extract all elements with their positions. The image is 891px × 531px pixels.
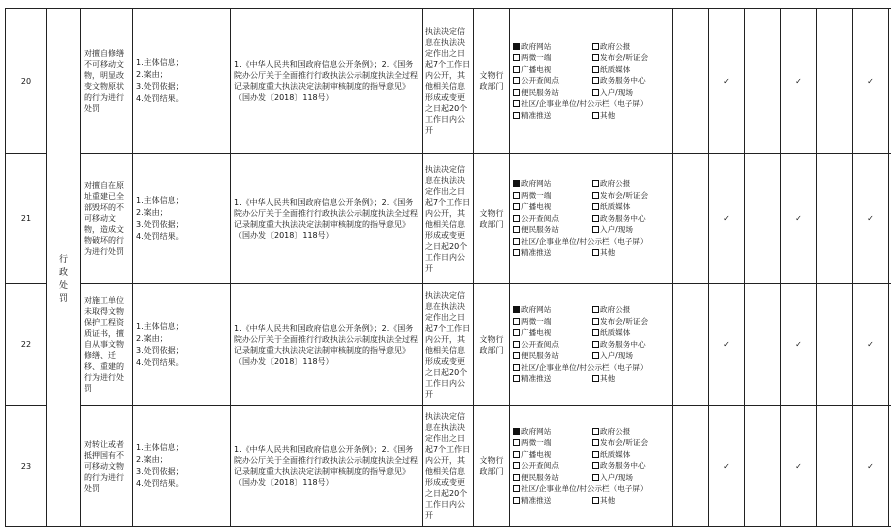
empty-cell [673, 154, 709, 284]
channel-label: 发布会/听证会 [600, 316, 649, 326]
channel-item [592, 178, 669, 190]
checkbox-icon [513, 329, 520, 336]
channel-label: 社区/企事业单位/村公示栏（电子屏） [521, 236, 648, 246]
channel-item [513, 350, 590, 362]
channel-label: 政府公报 [600, 426, 631, 436]
content-line: 2.案由； [136, 333, 168, 343]
disclosure-basis: 1.《中华人民共和国政府信息公开条例》；2.《国务院办公厅关于全面推行行政执法公示制度执法全过程记录制度重大执法决定法制审核制度的指导意见》（国办发〔2018〕118号） [231, 406, 423, 527]
empty-cell [745, 154, 781, 284]
item-name: 对擅自在原址重建已全部毁坏的不可移动文物，造成文物破坏的行为进行处罚 [81, 154, 133, 284]
disclosure-timeframe: 执法决定信息在执法决定作出之日起7个工作日内公开，其他相关信息形成或变更之日起20个工作日内公开 [423, 406, 474, 527]
channel-label: 其他 [600, 110, 616, 120]
channel-label: 政府网站 [521, 179, 552, 189]
checkbox-icon [513, 89, 520, 96]
channel-label: 政府网站 [521, 426, 552, 436]
channel-item [592, 426, 669, 438]
disclosure-timeframe: 执法决定信息在执法决定作出之日起7个工作日内公开，其他相关信息形成或变更之日起20个工作日内公开 [423, 284, 474, 406]
channel-item [592, 41, 669, 53]
channel-item [592, 213, 669, 225]
checkbox-icon [513, 203, 520, 210]
checkbox-icon [592, 462, 599, 469]
channel-item [513, 178, 590, 190]
row-number: 21 [6, 154, 47, 284]
checkbox-icon [592, 226, 599, 233]
check-mark-icon: ✓ [781, 154, 817, 284]
checkbox-icon [592, 428, 599, 435]
table-row [6, 9, 891, 154]
channel-label: 公开查阅点 [521, 213, 559, 223]
channel-item [592, 304, 669, 316]
check-mark-icon: ✓ [781, 284, 817, 406]
channel-item [592, 52, 669, 64]
channel-grid [513, 426, 669, 507]
check-mark-icon: ✓ [781, 9, 817, 154]
channel-label: 入户/现场 [600, 472, 633, 482]
channel-label: 政务服务中心 [600, 339, 646, 349]
table-row [6, 284, 891, 406]
channel-item [592, 373, 669, 385]
checkbox-icon [592, 43, 599, 50]
channel-label: 社区/企事业单位/村公示栏（电子屏） [521, 362, 648, 372]
empty-cell [673, 406, 709, 527]
checkbox-icon [513, 54, 520, 61]
channel-label: 发布会/听证会 [600, 190, 649, 200]
channel-item [592, 190, 669, 202]
channel-label: 便民服务站 [521, 225, 559, 235]
check-mark-icon: ✓ [709, 406, 745, 527]
channel-label: 政府网站 [521, 41, 552, 51]
channel-item [513, 190, 590, 202]
channel-label: 社区/企事业单位/村公示栏（电子屏） [521, 99, 648, 109]
content-line: 3.处罚依据； [136, 345, 184, 355]
channel-label: 纸质媒体 [600, 328, 631, 338]
check-mark-icon: ✓ [853, 406, 889, 527]
channel-item [592, 460, 669, 472]
item-name: 对施工单位未取得文物保护工程资质证书，擅自从事文物修缮、迁移、重建的行为进行处罚 [81, 284, 133, 406]
disclosure-channels [510, 154, 673, 284]
row-number: 23 [6, 406, 47, 527]
channel-label: 其他 [600, 374, 616, 384]
content-line: 4.处罚结果。 [136, 231, 184, 241]
channel-grid [513, 41, 669, 122]
empty-cell [817, 154, 853, 284]
disclosure-timeframe: 执法决定信息在执法决定作出之日起7个工作日内公开，其他相关信息形成或变更之日起20个工作日内公开 [423, 9, 474, 154]
channel-item [592, 449, 669, 461]
disclosure-content [133, 154, 231, 284]
checkbox-icon [513, 66, 520, 73]
checkbox-icon [513, 485, 520, 492]
check-mark-icon: ✓ [781, 406, 817, 527]
channel-item [513, 339, 590, 351]
checkbox-icon [592, 474, 599, 481]
checkbox-icon [513, 238, 520, 245]
checkbox-icon [513, 462, 520, 469]
channel-item [513, 247, 590, 259]
channel-label: 发布会/听证会 [600, 53, 649, 63]
checkbox-icon [513, 439, 520, 446]
channel-label: 精准推送 [521, 248, 552, 258]
table-body [6, 9, 891, 527]
channel-item [513, 362, 669, 374]
channel-label: 便民服务站 [521, 351, 559, 361]
checkbox-icon [513, 215, 520, 222]
checkbox-icon [513, 364, 520, 371]
channel-item [592, 247, 669, 259]
channel-label: 两微一端 [521, 316, 552, 326]
checkbox-icon [513, 318, 520, 325]
channel-label: 政府网站 [521, 305, 552, 315]
channel-label: 政务服务中心 [600, 76, 646, 86]
table-row [6, 154, 891, 284]
content-line: 4.处罚结果。 [136, 94, 184, 103]
disclosure-channels [510, 9, 673, 154]
check-mark-icon: ✓ [853, 284, 889, 406]
category-spacer-cell [47, 9, 81, 527]
channel-label: 两微一端 [521, 438, 552, 448]
channel-label: 纸质媒体 [600, 202, 631, 212]
channel-item [513, 75, 590, 87]
empty-cell [673, 9, 709, 154]
checkbox-icon [513, 428, 520, 435]
channel-item [592, 75, 669, 87]
channel-item [513, 98, 669, 110]
disclosure-subject: 文物行政部门 [474, 284, 510, 406]
channel-label: 社区/企事业单位/村公示栏（电子屏） [521, 484, 648, 494]
empty-cell [745, 406, 781, 527]
checkbox-icon [592, 497, 599, 504]
checkbox-icon [592, 329, 599, 336]
channel-item [513, 437, 590, 449]
checkbox-icon [513, 112, 520, 119]
channel-item [592, 495, 669, 507]
channel-grid [513, 178, 669, 259]
checkbox-icon [592, 318, 599, 325]
check-mark-icon: ✓ [709, 154, 745, 284]
disclosure-channels [510, 406, 673, 527]
disclosure-table [5, 8, 891, 527]
channel-item [592, 437, 669, 449]
channel-label: 广播电视 [521, 449, 552, 459]
checkbox-icon [592, 180, 599, 187]
content-line: 1.主体信息； [136, 443, 184, 452]
content-line: 1.主体信息； [136, 321, 184, 331]
channel-label: 公开查阅点 [521, 76, 559, 86]
channel-item [513, 110, 590, 122]
channel-item [592, 87, 669, 99]
checkbox-icon [513, 249, 520, 256]
empty-cell [745, 9, 781, 154]
disclosure-basis: 1.《中华人民共和国政府信息公开条例》；2.《国务院办公厅关于全面推行行政执法公示制度执法全过程记录制度重大执法决定法制审核制度的指导意见》（国办发〔2018〕118号） [231, 154, 423, 284]
channel-item [513, 495, 590, 507]
checkbox-icon [513, 341, 520, 348]
checkbox-icon [592, 215, 599, 222]
checkbox-icon [592, 341, 599, 348]
channel-label: 纸质媒体 [600, 64, 631, 74]
channel-label: 纸质媒体 [600, 449, 631, 459]
channel-item [513, 64, 590, 76]
channel-label: 便民服务站 [521, 87, 559, 97]
channel-item [513, 460, 590, 472]
row-number: 22 [6, 284, 47, 406]
channel-label: 发布会/听证会 [600, 438, 649, 448]
checkbox-icon [592, 352, 599, 359]
channel-label: 便民服务站 [521, 472, 559, 482]
checkbox-icon [592, 451, 599, 458]
content-line: 2.案由； [136, 70, 168, 79]
content-line: 4.处罚结果。 [136, 479, 184, 488]
channel-label: 其他 [600, 248, 616, 258]
row-number: 20 [6, 9, 47, 154]
channel-label: 政务服务中心 [600, 461, 646, 471]
checkbox-icon [513, 192, 520, 199]
channel-item [513, 304, 590, 316]
content-line: 2.案由； [136, 207, 168, 217]
checkbox-icon [513, 474, 520, 481]
channel-item [513, 483, 669, 495]
check-mark-icon: ✓ [853, 154, 889, 284]
channel-item [592, 472, 669, 484]
channel-label: 广播电视 [521, 64, 552, 74]
channel-item [513, 87, 590, 99]
channel-item [513, 449, 590, 461]
checkbox-icon [592, 375, 599, 382]
checkbox-icon [592, 77, 599, 84]
channel-label: 公开查阅点 [521, 339, 559, 349]
channel-item [513, 41, 590, 53]
channel-label: 政府公报 [600, 305, 631, 315]
disclosure-channels [510, 284, 673, 406]
checkbox-icon [592, 203, 599, 210]
disclosure-timeframe: 执法决定信息在执法决定作出之日起7个工作日内公开，其他相关信息形成或变更之日起20个工作日内公开 [423, 154, 474, 284]
channel-item [592, 350, 669, 362]
checkbox-icon [513, 77, 520, 84]
empty-cell [673, 284, 709, 406]
empty-cell [817, 406, 853, 527]
item-name: 对转让或者抵押国有不可移动文物的行为进行处罚 [81, 406, 133, 527]
content-line: 3.处罚依据； [136, 467, 184, 476]
channel-label: 广播电视 [521, 202, 552, 212]
channel-label: 政府公报 [600, 179, 631, 189]
channel-label: 公开查阅点 [521, 461, 559, 471]
disclosure-content [133, 406, 231, 527]
check-mark-icon: ✓ [853, 9, 889, 154]
checkbox-icon [513, 352, 520, 359]
channel-label: 政务服务中心 [600, 213, 646, 223]
checkbox-icon [592, 54, 599, 61]
category-cell: 行政处罚 [58, 255, 68, 304]
content-line: 3.处罚依据； [136, 219, 184, 229]
content-line: 1.主体信息； [136, 195, 184, 205]
channel-item [513, 316, 590, 328]
disclosure-subject: 文物行政部门 [474, 9, 510, 154]
checkbox-icon [513, 100, 520, 107]
checkbox-icon [592, 439, 599, 446]
disclosure-basis: 1.《中华人民共和国政府信息公开条例》；2.《国务院办公厅关于全面推行行政执法公示制度执法全过程记录制度重大执法决定法制审核制度的指导意见》（国办发〔2018〕118号） [231, 9, 423, 154]
channel-item [513, 373, 590, 385]
channel-grid [513, 304, 669, 385]
checkbox-icon [592, 306, 599, 313]
checkbox-icon [592, 249, 599, 256]
channel-item [513, 213, 590, 225]
empty-cell [817, 9, 853, 154]
checkbox-icon [513, 451, 520, 458]
content-line: 4.处罚结果。 [136, 357, 184, 367]
checkbox-icon [592, 112, 599, 119]
channel-label: 入户/现场 [600, 87, 633, 97]
content-line: 1.主体信息； [136, 58, 184, 67]
content-line: 3.处罚依据； [136, 82, 184, 91]
empty-cell [745, 284, 781, 406]
disclosure-subject: 文物行政部门 [474, 406, 510, 527]
channel-item [592, 224, 669, 236]
check-mark-icon: ✓ [709, 284, 745, 406]
channel-label: 入户/现场 [600, 351, 633, 361]
channel-item [513, 224, 590, 236]
channel-item [513, 236, 669, 248]
channel-label: 精准推送 [521, 374, 552, 384]
disclosure-content [133, 284, 231, 406]
channel-label: 两微一端 [521, 190, 552, 200]
disclosure-content [133, 9, 231, 154]
checkbox-icon [592, 89, 599, 96]
channel-item [592, 201, 669, 213]
content-line: 2.案由； [136, 455, 168, 464]
checkbox-icon [513, 180, 520, 187]
channel-item [513, 426, 590, 438]
channel-label: 精准推送 [521, 110, 552, 120]
checkbox-icon [513, 497, 520, 504]
channel-item [513, 472, 590, 484]
checkbox-icon [592, 192, 599, 199]
disclosure-basis: 1.《中华人民共和国政府信息公开条例》；2.《国务院办公厅关于全面推行行政执法公示制度执法全过程记录制度重大执法决定法制审核制度的指导意见》（国办发〔2018〕118号） [231, 284, 423, 406]
checkbox-icon [513, 306, 520, 313]
channel-item [513, 327, 590, 339]
channel-label: 政府公报 [600, 41, 631, 51]
checkbox-icon [513, 226, 520, 233]
channel-item [513, 52, 590, 64]
disclosure-subject: 文物行政部门 [474, 154, 510, 284]
channel-label: 其他 [600, 495, 616, 505]
channel-label: 入户/现场 [600, 225, 633, 235]
check-mark-icon: ✓ [709, 9, 745, 154]
channel-item [592, 64, 669, 76]
channel-item [592, 339, 669, 351]
channel-item [513, 201, 590, 213]
checkbox-icon [592, 66, 599, 73]
channel-label: 精准推送 [521, 495, 552, 505]
channel-item [592, 316, 669, 328]
channel-label: 广播电视 [521, 328, 552, 338]
item-name: 对擅自修缮不可移动文物，明显改变文物原状的行为进行处罚 [81, 9, 133, 154]
channel-item [592, 327, 669, 339]
empty-cell [817, 284, 853, 406]
checkbox-icon [513, 43, 520, 50]
table-row [6, 406, 891, 527]
checkbox-icon [513, 375, 520, 382]
channel-label: 两微一端 [521, 53, 552, 63]
channel-item [592, 110, 669, 122]
